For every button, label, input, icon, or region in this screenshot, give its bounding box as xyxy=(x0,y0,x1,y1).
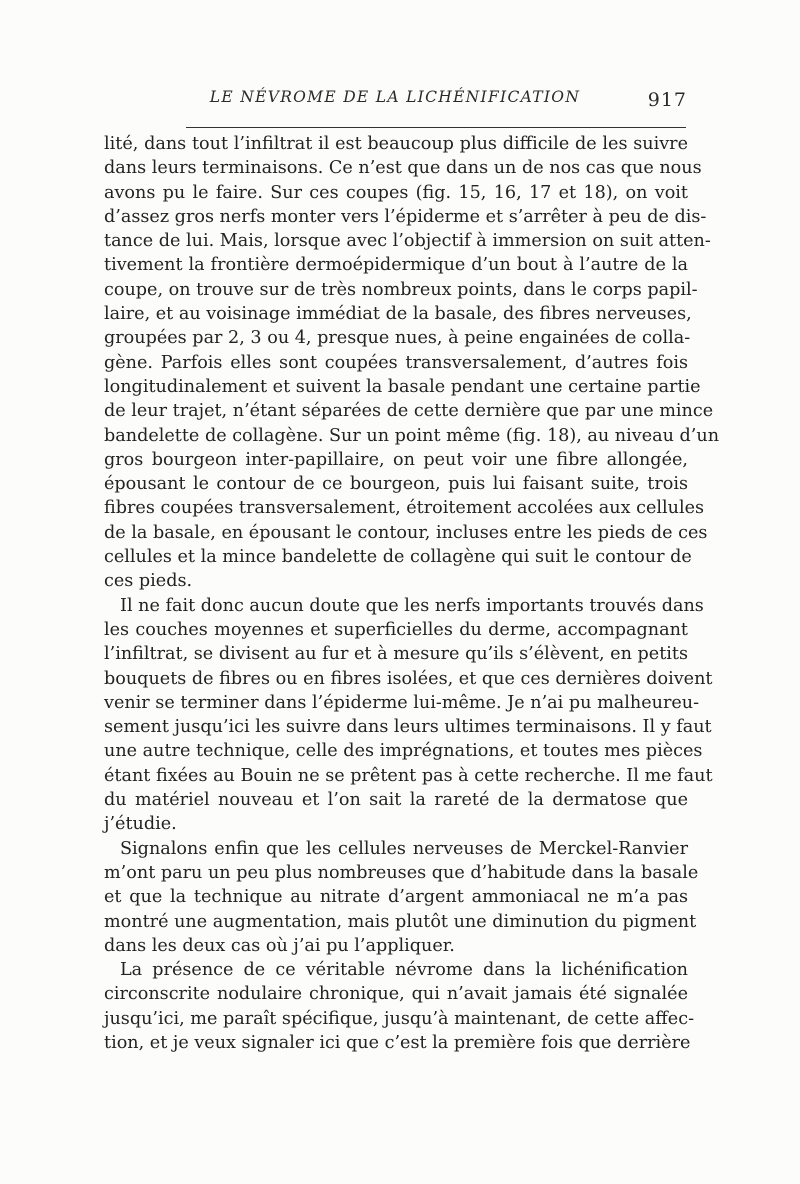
text-line: dans les deux cas où j’ai pu l’appliquer. xyxy=(104,935,455,956)
text-line: venir se terminer dans l’épiderme lui-même. Je n’ai pu malheureu- xyxy=(104,692,700,713)
text-line: ces pieds. xyxy=(104,571,193,592)
text-line: Il ne fait donc aucun doute que les nerfs importants trouvés dans xyxy=(120,595,704,616)
text-line: de la basale, en épousant le contour, incluses entre les pieds de ces xyxy=(104,522,708,543)
text-line: sement jusqu’ici les suivre dans leurs ultimes terminaisons. Il y faut xyxy=(104,717,712,738)
text-line: bandelette de collagène. Sur un point même (fig. 18), au niveau d’un xyxy=(104,425,720,446)
text-line: et que la technique au nitrate d’argent ammoniacal ne m’a pas xyxy=(104,887,688,908)
text-line: étant fixées au Bouin ne se prêtent pas à cette recherche. Il me faut xyxy=(104,765,713,786)
text-line: groupées par 2, 3 ou 4, presque nues, à peine engainées de colla- xyxy=(104,328,691,349)
text-line: gène. Parfois elles sont coupées transversalement, d’autres fois xyxy=(104,352,688,373)
running-head xyxy=(103,86,687,120)
body-text xyxy=(104,132,720,1055)
text-line: lité, dans tout l’infiltrat il est beaucoup plus difficile de les suivre xyxy=(104,134,688,154)
text-line: bouquets de fibres ou en fibres isolées, et que ces dernières doivent xyxy=(104,668,713,689)
text-line: m’ont paru un peu plus nombreuses que d’habitude dans la basale xyxy=(104,862,699,883)
text-line: montré une augmentation, mais plutôt une diminution du pigment xyxy=(104,911,697,932)
text-line: laire, et au voisinage immédiat de la basale, des fibres nerveuses, xyxy=(104,304,692,325)
header-rule xyxy=(186,127,686,128)
text-line: jusqu’ici, me paraît spécifique, jusqu’à maintenant, de cette affec- xyxy=(104,1008,695,1029)
text-line: La présence de ce véritable névrome dans la lichénification xyxy=(120,960,688,981)
text-line: épousant le contour de ce bourgeon, puis lui faisant suite, trois xyxy=(104,474,688,495)
text-line: fibres coupées transversalement, étroitement accolées aux cellules xyxy=(104,498,705,519)
page-number: 917 xyxy=(647,89,687,111)
text-line: Signalons enfin que les cellules nerveuses de Merckel-Ranvier xyxy=(120,838,688,859)
text-line: dans leurs terminaisons. Ce n’est que dans un de nos cas que nous xyxy=(104,158,702,179)
text-line: tance de lui. Mais, lorsque avec l’objectif à immersion on suit atten- xyxy=(104,231,711,252)
running-title: LE NÉVROME DE LA LICHÉNIFICATION xyxy=(209,88,581,106)
text-line: les couches moyennes et superficielles du derme, accompagnant xyxy=(104,619,688,640)
text-line: d’assez gros nerfs monter vers l’épiderme et s’arrêter à peu de dis- xyxy=(104,206,707,227)
text-line: l’infiltrat, se divisent au fur et à mesure qu’ils s’élèvent, en petits xyxy=(104,644,688,665)
text-line: tion, et je veux signaler ici que c’est la première fois que derrière xyxy=(104,1032,691,1053)
text-line: une autre technique, celle des imprégnations, et toutes mes pièces xyxy=(104,741,703,762)
text-line: cellules et la mince bandelette de collagène qui suit le contour de xyxy=(104,547,692,568)
text-line: du matériel nouveau et l’on sait la rareté de la dermatose que xyxy=(104,790,688,811)
text-line: gros bourgeon inter-papillaire, on peut voir une fibre allongée, xyxy=(104,449,688,470)
text-line: de leur trajet, n’étant séparées de cette dernière que par une mince xyxy=(104,401,714,422)
text-line: j’étudie. xyxy=(104,814,177,835)
text-line: tivement la frontière dermoépidermique d’un bout à l’autre de la xyxy=(104,255,688,276)
text-line: longitudinalement et suivent la basale pendant une certaine partie xyxy=(104,376,701,397)
text-line: circonscrite nodulaire chronique, qui n’avait jamais été signalée xyxy=(104,984,688,1005)
text-line: avons pu le faire. Sur ces coupes (fig. 15, 16, 17 et 18), on voit xyxy=(104,182,688,203)
text-line: coupe, on trouve sur de très nombreux points, dans le corps papil- xyxy=(104,279,698,300)
